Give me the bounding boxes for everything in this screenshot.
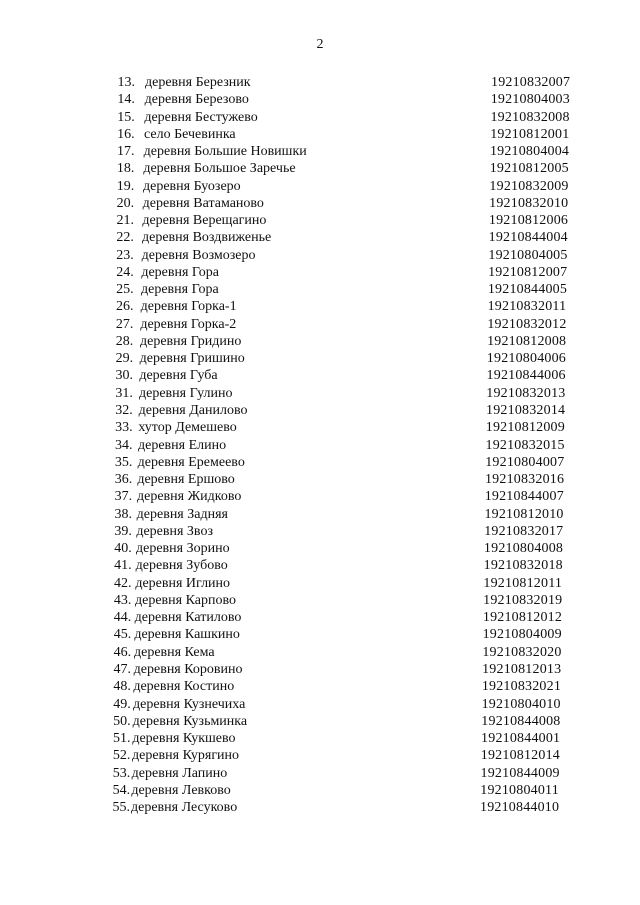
oktmo-code: 19210844008 [481,713,561,729]
item-number: 29. [115,351,134,367]
item-number: 48. [113,679,131,695]
item-number: 38. [114,506,133,522]
settlement-name: деревня Катилово [134,610,242,626]
settlement-name: деревня Горка-2 [140,316,237,332]
list-item [0,765,640,783]
item-number: 36. [114,472,133,488]
item-number: 13. [117,75,135,90]
item-number: 20. [116,195,135,211]
item-number: 46. [113,644,132,660]
oktmo-code: 19210844006 [486,368,566,384]
settlement-name: деревня Воздвиженье [142,230,272,246]
list-item [0,247,640,265]
oktmo-code: 19210832017 [484,523,564,539]
settlement-name: село Бечевинка [144,126,236,142]
oktmo-code: 19210832020 [482,644,562,660]
settlement-name: деревня Гулино [139,385,233,401]
item-number: 54. [112,782,131,798]
oktmo-code: 19210832011 [487,299,567,315]
settlement-name: деревня Кашкино [134,627,240,643]
list-item [0,523,640,541]
settlement-name: деревня Зорино [136,541,230,557]
item-number: 49. [113,696,131,712]
item-number: 25. [116,282,134,298]
list-item [0,730,640,748]
list-item [0,506,640,524]
list-item [0,367,640,385]
oktmo-code: 19210832009 [489,178,569,194]
settlement-name: деревня Ершово [137,472,235,488]
settlement-name: деревня Левково [131,782,231,798]
settlement-name: деревня Гора [141,282,219,298]
item-number: 47. [113,661,131,677]
item-number: 53. [112,765,131,781]
settlement-name: хутор Демешево [138,420,237,436]
settlement-name: деревня Большие Новишки [143,144,307,160]
list-item [0,264,640,282]
settlement-name: деревня Губа [139,368,218,384]
oktmo-code: 19210812012 [482,610,563,626]
item-number: 19. [116,178,135,194]
list-item [0,713,640,731]
settlement-name: деревня Лапино [131,765,228,781]
list-item [0,747,640,765]
item-number: 17. [117,144,135,160]
settlement-name: деревня Горка-1 [140,299,237,315]
settlement-name: деревня Костино [133,679,235,695]
settlement-name: деревня Верещагино [142,213,267,229]
list-item [0,402,640,420]
item-number: 43. [113,592,132,608]
list-item [0,109,640,127]
settlement-name: деревня Курягино [132,748,240,764]
settlement-name: деревня Кузьминка [132,713,248,729]
oktmo-code: 19210812006 [488,213,569,229]
list-item [0,609,640,627]
list-item [0,575,640,593]
list-item [0,229,640,247]
settlement-name: деревня Кузнечиха [133,696,246,712]
item-number: 27. [115,316,134,332]
list-item [0,178,640,196]
item-number: 34. [115,437,133,453]
oktmo-code: 19210812001 [490,126,570,142]
item-number: 22. [116,230,134,246]
list-item [0,782,640,800]
item-number: 28. [115,333,134,349]
list-item [0,212,640,230]
item-number: 24. [116,264,134,280]
item-number: 30. [115,368,133,384]
settlement-name: деревня Ватаманово [142,195,264,211]
settlement-name: деревня Бестужево [144,109,258,125]
list-item [0,592,640,610]
oktmo-code: 19210844009 [480,765,560,781]
oktmo-code: 19210804005 [488,247,568,263]
oktmo-code: 19210832015 [485,437,565,453]
oktmo-code: 19210812005 [489,161,569,177]
list-item [0,195,640,213]
item-number: 37. [114,489,133,505]
oktmo-code: 19210804010 [481,696,561,712]
list-item [0,316,640,334]
list-item [0,799,640,817]
list-item [0,454,640,472]
list-item [0,471,640,489]
list-item [0,626,640,644]
settlement-name: деревня Кукшево [132,731,236,747]
oktmo-code: 19210812011 [483,575,563,591]
list-item [0,661,640,679]
settlement-name: деревня Буозеро [143,178,241,194]
settlement-name: деревня Кема [134,644,215,660]
settlement-name: деревня Гора [141,264,219,280]
item-number: 50. [113,713,131,729]
list-item [0,696,640,714]
item-number: 14. [117,92,135,108]
oktmo-code: 19210832021 [481,679,562,695]
list-item [0,644,640,662]
oktmo-code: 19210804008 [483,541,564,557]
oktmo-code: 19210844001 [481,731,561,747]
list-item [0,488,640,506]
list-item [0,437,640,455]
list-item [0,143,640,161]
list-item [0,333,640,351]
item-number: 23. [116,247,134,263]
item-number: 52. [112,748,131,764]
oktmo-code: 19210812013 [482,661,562,677]
list-item [0,385,640,403]
oktmo-code: 19210804006 [486,351,566,367]
oktmo-code: 19210812008 [487,333,567,349]
item-number: 16. [117,126,135,142]
list-item [0,160,640,178]
oktmo-code: 19210832016 [484,472,565,488]
item-number: 41. [114,558,132,574]
oktmo-code: 19210844007 [484,489,564,505]
oktmo-code: 19210832018 [483,558,563,574]
oktmo-code: 19210812007 [488,264,568,280]
list-item [0,678,640,696]
item-number: 18. [116,161,135,177]
settlement-name: деревня Гришино [139,351,245,367]
settlement-name: деревня Возмозеро [141,247,256,263]
settlement-name: деревня Гридино [140,333,242,349]
item-number: 31. [115,385,133,401]
oktmo-code: 19210804011 [480,782,559,798]
oktmo-code: 19210844004 [488,230,568,246]
settlement-name: деревня Коровино [133,661,243,677]
list-item [0,298,640,316]
settlement-name: деревня Зубово [135,558,228,574]
settlement-name: деревня Задняя [136,506,228,522]
item-number: 44. [113,610,132,626]
oktmo-code: 19210812014 [480,748,560,764]
item-number: 32. [115,403,133,419]
list-item [0,419,640,437]
item-number: 21. [116,213,135,229]
item-number: 33. [115,420,133,436]
item-number: 55. [112,800,130,816]
list-item [0,540,640,558]
settlement-name: деревня Данилово [138,403,248,419]
settlement-name: деревня Лесуково [131,800,238,816]
item-number: 51. [112,731,131,747]
list-item [0,350,640,368]
settlement-name: деревня Жидково [137,489,242,505]
item-number: 35. [114,454,133,470]
list-item [0,74,640,92]
item-number: 42. [114,575,132,591]
oktmo-code: 19210812010 [484,506,564,522]
oktmo-code: 19210804007 [485,454,565,470]
settlement-name: деревня Березник [145,75,251,90]
settlement-name: деревня Иглино [135,575,231,591]
oktmo-code: 19210832014 [486,403,566,419]
settlement-name: деревня Звоз [136,523,213,539]
oktmo-code: 19210832010 [489,195,569,211]
item-number: 39. [114,523,132,539]
oktmo-code: 19210844010 [480,800,560,816]
item-number: 26. [115,299,134,315]
oktmo-code: 19210832013 [486,385,566,401]
oktmo-code: 19210804004 [489,144,570,160]
settlement-name: деревня Карпово [135,592,236,608]
list-item [0,281,640,299]
settlement-name: деревня Еремеево [137,454,245,470]
page-number: 2 [316,37,324,52]
settlement-name: деревня Большое Заречье [143,161,296,177]
oktmo-code: 19210804003 [490,92,570,108]
settlement-name: деревня Елино [138,437,227,453]
oktmo-code: 19210832012 [487,316,567,332]
oktmo-code: 19210804009 [482,627,562,643]
item-number: 45. [113,627,132,643]
item-number: 40. [114,541,132,557]
item-number: 15. [117,109,135,125]
list-item [0,126,640,144]
oktmo-code: 19210812009 [485,420,565,436]
oktmo-code: 19210832008 [490,109,570,125]
oktmo-code: 19210832007 [491,75,571,90]
oktmo-code: 19210832019 [483,592,563,608]
oktmo-code: 19210844005 [487,282,568,298]
list-item [0,91,640,109]
settlement-name: деревня Березово [144,92,249,108]
list-item [0,557,640,575]
